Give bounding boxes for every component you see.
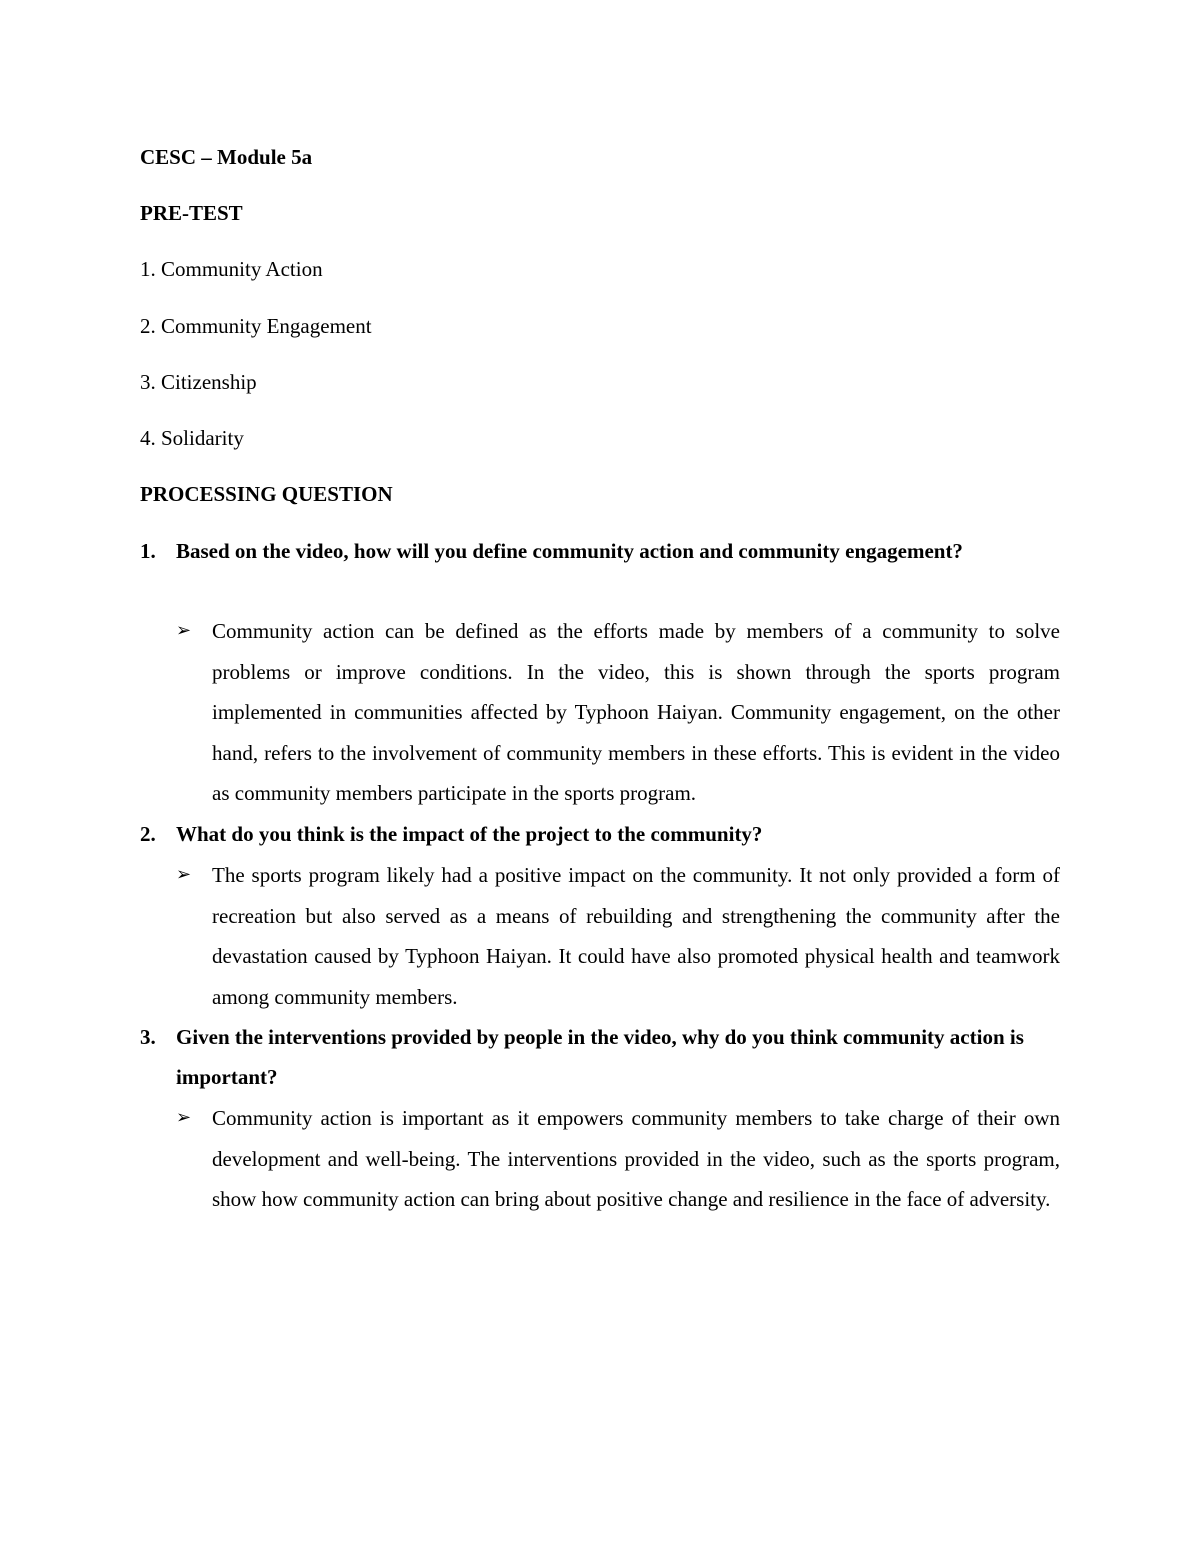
pretest-heading: PRE-TEST	[140, 201, 243, 225]
question-text: Based on the video, how will you define community action and community engagement?	[176, 539, 963, 563]
pretest-item: 2. Community Engagement	[140, 314, 372, 338]
arrow-bullet-icon: ➢	[176, 1107, 192, 1128]
question-2	[140, 814, 1060, 854]
answer-1	[176, 611, 1060, 814]
question-text: Given the interventions provided by people in the video, why do you think community action is important?	[176, 1025, 1024, 1089]
arrow-bullet-icon: ➢	[176, 620, 192, 641]
answer-2	[176, 855, 1060, 1017]
answer-text: Community action can be defined as the efforts made by members of a community to solve problems or improve conditions. In the video, this is shown through the sports program implemented in communities affected by Typhoon Haiyan. Community engagement, on the other hand, refers to the involvement of community members in these efforts. This is evident in the video as community members participate in the sports program.	[212, 619, 1060, 805]
pretest-item: 3. Citizenship	[140, 370, 257, 394]
answer-text: Community action is important as it empowers community members to take charge of their own development and well-being. The interventions provided in the video, such as the sports program, show how community action can bring about positive change and resilience in the face of adversity.	[212, 1106, 1060, 1211]
question-3	[140, 1017, 1060, 1097]
pretest-item: 4. Solidarity	[140, 426, 244, 450]
processing-heading: PROCESSING QUESTION	[140, 482, 393, 506]
question-1	[140, 531, 1060, 571]
document-title: CESC – Module 5a	[140, 145, 313, 169]
question-text: What do you think is the impact of the project to the community?	[176, 822, 763, 846]
question-number: 2.	[140, 822, 156, 846]
question-number: 1.	[140, 539, 156, 563]
question-number: 3.	[140, 1025, 156, 1049]
pretest-item: 1. Community Action	[140, 257, 323, 281]
arrow-bullet-icon: ➢	[176, 864, 192, 885]
answer-3	[176, 1098, 1060, 1220]
answer-text: The sports program likely had a positive impact on the community. It not only provided a form of recreation but also served as a means of rebuilding and strengthening the community after the devastation caused by Typhoon Haiyan. It could have also promoted physical health and teamwork among community members.	[212, 863, 1060, 1009]
